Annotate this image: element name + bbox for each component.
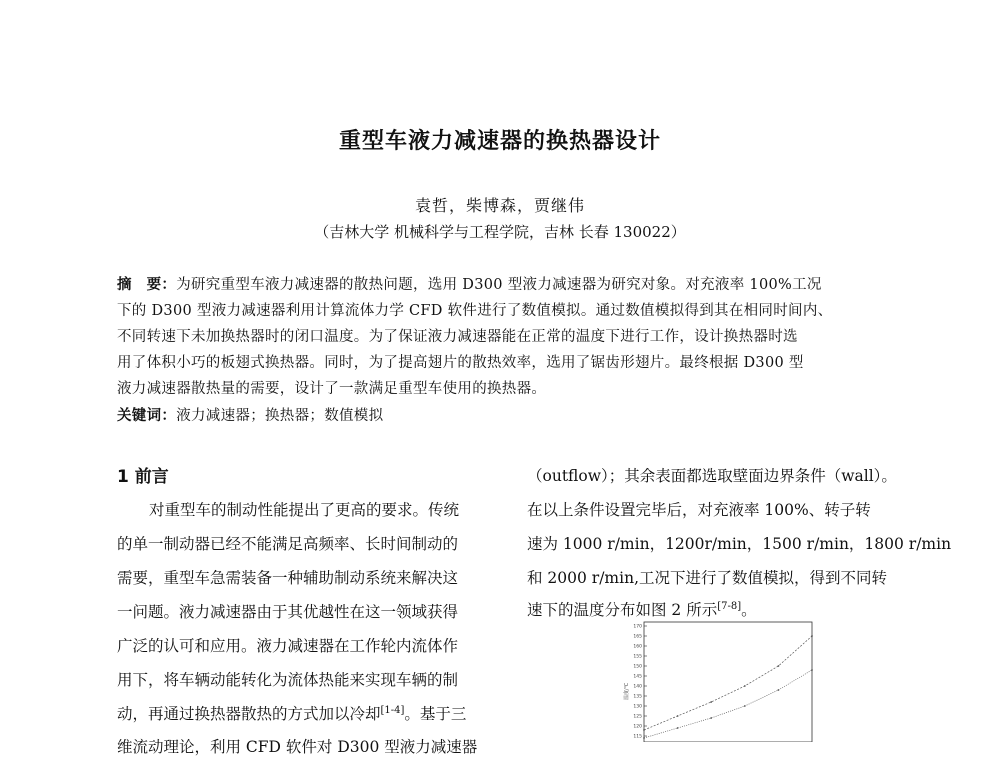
data-point [744, 685, 746, 687]
y-tick-label: 135 [633, 694, 642, 700]
y-tick-label: 115 [633, 734, 642, 740]
y-axis-label: 温度/℃ [624, 682, 630, 700]
y-tick-label: 125 [633, 714, 642, 720]
section-heading: 1 前言 [117, 467, 169, 487]
left-line-3: 需要，重型车急需装备一种辅助制动系统来解决这 [117, 569, 459, 587]
y-tick-label: 140 [633, 684, 642, 690]
left-line-7 [117, 702, 466, 724]
right-line-1: （outflow）；其余表面都选取壁面边界条件（wall）。 [527, 467, 897, 485]
right-line-5-text: 速下的温度分布如图 2 所示 [527, 601, 718, 619]
series-line-upper [644, 636, 812, 730]
data-point [677, 727, 679, 729]
affiliation: （吉林大学 机械科学与工程学院，吉林 长春 130022） [314, 223, 686, 241]
keywords-line [117, 404, 383, 425]
left-line-8: 维流动理论，利用 CFD 软件对 D300 型液力减速器 [117, 738, 478, 756]
left-line-7-tail: 。基于三 [404, 705, 467, 723]
left-line-5: 广泛的认可和应用。液力减速器在工作轮内流体作 [117, 637, 459, 655]
data-point [677, 715, 679, 717]
right-line-5-tail: 。 [741, 601, 757, 619]
keywords-label: 关键词： [117, 408, 177, 424]
abstract-line-2: 下的 D300 型液力减速器利用计算流体力学 CFD 软件进行了数值模拟。通过数值模拟得到其在相同时间内、 [117, 303, 833, 319]
y-tick-label: 150 [633, 664, 642, 670]
abstract-line-5: 液力减速器散热量的需要，设计了一款满足重型车使用的换热器。 [117, 381, 547, 397]
y-tick-label: 145 [633, 674, 642, 680]
data-point [643, 729, 645, 731]
citation: [7-8] [717, 600, 742, 612]
abstract-line-1 [117, 273, 822, 294]
right-line-3: 速为 1000 r/min，1200r/min，1500 r/min，1800 r/min [527, 535, 952, 553]
left-line-4: 一问题。液力减速器由于其优越性在这一领域获得 [117, 603, 459, 621]
keywords: 液力减速器；换热器；数值模拟 [176, 408, 384, 424]
y-tick-label: 130 [633, 704, 642, 710]
plot-frame [644, 622, 812, 742]
abstract-label: 摘 要： [117, 277, 177, 293]
authors: 袁哲，柴博森，贾继伟 [414, 196, 585, 215]
paper-title: 重型车液力减速器的换热器设计 [338, 129, 661, 154]
data-point [811, 635, 813, 637]
y-tick-label: 165 [633, 634, 642, 640]
data-point [811, 669, 813, 671]
abstract-text: 为研究重型车液力减速器的散热问题，选用 D300 型液力减速器为研究对象。对充液率 100%工况 [176, 277, 822, 293]
left-line-2: 的单一制动器已经不能满足高频率、长时间制动的 [117, 535, 459, 553]
right-line-5 [527, 598, 757, 620]
abstract-line-3: 不同转速下未加换热器时的闭口温度。为了保证液力减速器能在正常的温度下进行工作，设计换热器时选 [117, 329, 798, 345]
right-line-4: 和 2000 r/min,工况下进行了数值模拟，得到不同转 [527, 569, 887, 587]
data-point [643, 737, 645, 739]
citation: [1-4] [380, 704, 405, 716]
left-line-7-text: 动，再通过换热器散热的方式加以冷却 [117, 705, 381, 723]
data-point [710, 701, 712, 703]
left-line-6: 用下，将车辆动能转化为流体热能来实现车辆的制 [117, 671, 459, 689]
data-point [744, 705, 746, 707]
y-tick-label: 120 [633, 724, 642, 730]
right-line-2: 在以上条件设置完毕后，对充液率 100%、转子转 [527, 501, 871, 519]
data-point [710, 717, 712, 719]
data-point [778, 665, 780, 667]
data-point [778, 689, 780, 691]
abstract-line-4: 用了体积小巧的板翅式换热器。同时，为了提高翅片的散热效率，选用了锯齿形翅片。最终根据 D300 型 [117, 355, 804, 371]
series-line-lower [644, 670, 812, 738]
left-line-1: 对重型车的制动性能提出了更高的要求。传统 [149, 501, 460, 519]
y-tick-label: 155 [633, 654, 642, 660]
temperature-chart [622, 620, 817, 742]
y-tick-label: 160 [633, 644, 642, 650]
y-tick-label: 170 [633, 624, 642, 630]
